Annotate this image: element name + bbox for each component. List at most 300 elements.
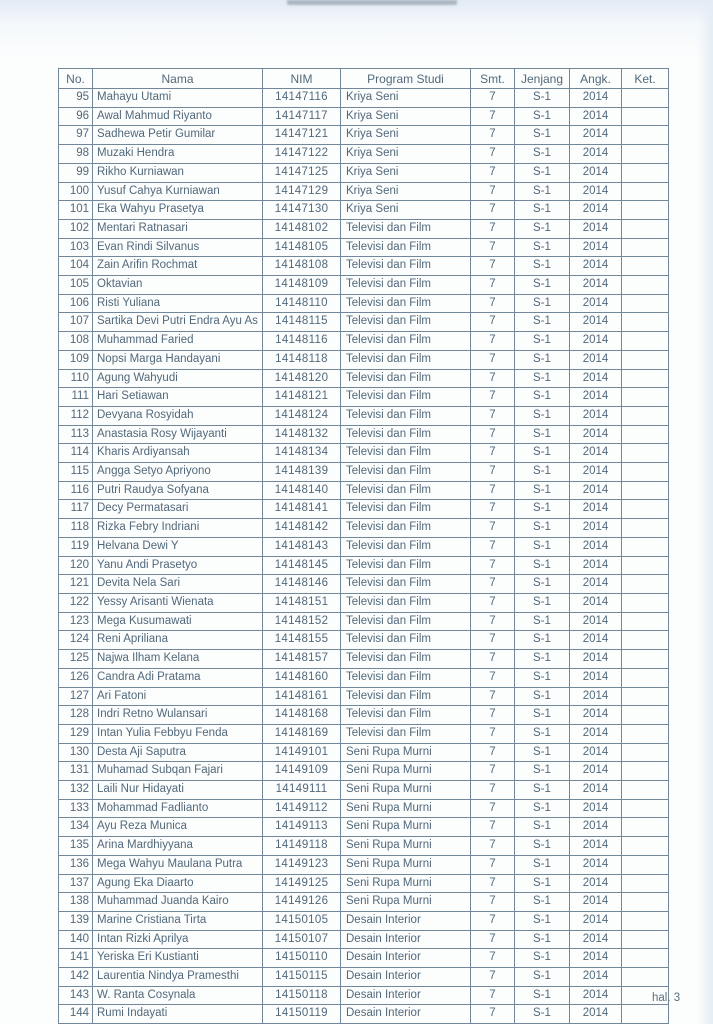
cell-jenjang: S-1 [515,593,570,612]
cell-program-studi: Kriya Seni [341,182,471,201]
cell-no: 123 [59,612,93,631]
table-row [59,463,669,482]
cell-smt: 7 [471,930,515,949]
table-row [59,89,669,108]
column-header-nim: NIM [263,69,341,89]
student-roster-table [58,68,669,1024]
table-row [59,781,669,800]
cell-no: 140 [59,930,93,949]
cell-ket [622,276,669,295]
cell-smt: 7 [471,145,515,164]
cell-nama: Risti Yuliana [93,294,263,313]
cell-smt: 7 [471,107,515,126]
cell-ket [622,425,669,444]
column-header-angk: Angk. [570,69,622,89]
cell-program-studi: Televisi dan Film [341,425,471,444]
cell-smt: 7 [471,276,515,295]
cell-nim: 14148118 [263,350,341,369]
cell-jenjang: S-1 [515,706,570,725]
cell-program-studi: Televisi dan Film [341,724,471,743]
cell-nim: 14148102 [263,219,341,238]
cell-ket [622,332,669,351]
cell-nim: 14149118 [263,837,341,856]
cell-angk: 2014 [570,444,622,463]
cell-angk: 2014 [570,986,622,1005]
cell-no: 119 [59,537,93,556]
cell-nim: 14148120 [263,369,341,388]
cell-nim: 14148151 [263,593,341,612]
cell-jenjang: S-1 [515,406,570,425]
table-row [59,332,669,351]
cell-ket [622,219,669,238]
cell-no: 120 [59,556,93,575]
cell-nim: 14150107 [263,930,341,949]
table-row [59,145,669,164]
cell-program-studi: Seni Rupa Murni [341,855,471,874]
cell-ket [622,238,669,257]
cell-program-studi: Televisi dan Film [341,406,471,425]
table-row [59,107,669,126]
cell-no: 102 [59,219,93,238]
cell-no: 122 [59,593,93,612]
cell-smt: 7 [471,612,515,631]
cell-jenjang: S-1 [515,949,570,968]
cell-nama: Ayu Reza Munica [93,818,263,837]
cell-smt: 7 [471,388,515,407]
table-row [59,949,669,968]
cell-jenjang: S-1 [515,968,570,987]
scan-artifact-bar [287,0,457,5]
table-row [59,687,669,706]
cell-jenjang: S-1 [515,575,570,594]
cell-program-studi: Desain Interior [341,949,471,968]
cell-nim: 14147116 [263,89,341,108]
cell-ket [622,650,669,669]
cell-angk: 2014 [570,219,622,238]
cell-ket [622,145,669,164]
cell-program-studi: Desain Interior [341,930,471,949]
cell-smt: 7 [471,519,515,538]
cell-nama: Reni Apriliana [93,631,263,650]
cell-no: 135 [59,837,93,856]
table-row [59,219,669,238]
cell-smt: 7 [471,743,515,762]
cell-angk: 2014 [570,687,622,706]
table-row [59,799,669,818]
cell-nim: 14148161 [263,687,341,706]
cell-nama: Evan Rindi Silvanus [93,238,263,257]
cell-nama: Intan Yulia Febbyu Fenda [93,724,263,743]
cell-nim: 14150110 [263,949,341,968]
cell-jenjang: S-1 [515,519,570,538]
cell-smt: 7 [471,444,515,463]
cell-nim: 14148108 [263,257,341,276]
column-header-ket: Ket. [622,69,669,89]
cell-nama: Decy Permatasari [93,500,263,519]
cell-ket [622,762,669,781]
cell-ket [622,949,669,968]
table-row [59,519,669,538]
column-header-jenjang: Jenjang [515,69,570,89]
cell-angk: 2014 [570,949,622,968]
cell-no: 133 [59,799,93,818]
cell-nim: 14148110 [263,294,341,313]
cell-ket [622,500,669,519]
cell-no: 125 [59,650,93,669]
cell-angk: 2014 [570,350,622,369]
cell-angk: 2014 [570,799,622,818]
cell-angk: 2014 [570,706,622,725]
table-row [59,163,669,182]
cell-nama: Mahayu Utami [93,89,263,108]
cell-nama: Eka Wahyu Prasetya [93,201,263,220]
cell-smt: 7 [471,911,515,930]
cell-nim: 14148140 [263,481,341,500]
cell-smt: 7 [471,350,515,369]
cell-smt: 7 [471,968,515,987]
cell-smt: 7 [471,893,515,912]
cell-nama: Intan Rizki Aprilya [93,930,263,949]
cell-no: 141 [59,949,93,968]
table-row [59,201,669,220]
table-row [59,500,669,519]
cell-program-studi: Televisi dan Film [341,519,471,538]
cell-jenjang: S-1 [515,537,570,556]
cell-no: 136 [59,855,93,874]
cell-no: 144 [59,1005,93,1024]
table-body [59,89,669,1024]
table-row [59,182,669,201]
cell-nama: Laurentia Nindya Pramesthi [93,968,263,987]
cell-jenjang: S-1 [515,724,570,743]
cell-jenjang: S-1 [515,145,570,164]
cell-nim: 14149125 [263,874,341,893]
cell-jenjang: S-1 [515,612,570,631]
cell-nama: Awal Mahmud Riyanto [93,107,263,126]
cell-ket [622,911,669,930]
cell-smt: 7 [471,687,515,706]
cell-program-studi: Seni Rupa Murni [341,781,471,800]
cell-smt: 7 [471,500,515,519]
cell-angk: 2014 [570,481,622,500]
table-row [59,743,669,762]
cell-program-studi: Televisi dan Film [341,294,471,313]
table-row [59,425,669,444]
table-row [59,257,669,276]
cell-no: 110 [59,369,93,388]
cell-ket [622,257,669,276]
table-row [59,238,669,257]
cell-angk: 2014 [570,874,622,893]
cell-no: 139 [59,911,93,930]
cell-nim: 14149111 [263,781,341,800]
cell-nama: Muzaki Hendra [93,145,263,164]
cell-ket [622,201,669,220]
cell-nama: Candra Adi Pratama [93,668,263,687]
table-row [59,612,669,631]
cell-ket [622,1005,669,1024]
cell-ket [622,388,669,407]
cell-program-studi: Televisi dan Film [341,238,471,257]
table-row [59,1005,669,1024]
cell-angk: 2014 [570,930,622,949]
cell-program-studi: Kriya Seni [341,201,471,220]
cell-ket [622,631,669,650]
cell-angk: 2014 [570,612,622,631]
cell-smt: 7 [471,313,515,332]
cell-ket [622,593,669,612]
cell-no: 100 [59,182,93,201]
cell-jenjang: S-1 [515,743,570,762]
cell-no: 127 [59,687,93,706]
cell-nama: Rumi Indayati [93,1005,263,1024]
table-row [59,593,669,612]
cell-nama: Muhamad Subqan Fajari [93,762,263,781]
cell-nim: 14150119 [263,1005,341,1024]
cell-smt: 7 [471,799,515,818]
cell-jenjang: S-1 [515,986,570,1005]
cell-program-studi: Televisi dan Film [341,650,471,669]
cell-nama: Indri Retno Wulansari [93,706,263,725]
cell-no: 137 [59,874,93,893]
cell-smt: 7 [471,163,515,182]
cell-angk: 2014 [570,537,622,556]
cell-program-studi: Televisi dan Film [341,500,471,519]
cell-nama: Yanu Andi Prasetyo [93,556,263,575]
cell-program-studi: Televisi dan Film [341,556,471,575]
cell-nim: 14148105 [263,238,341,257]
cell-ket [622,406,669,425]
cell-angk: 2014 [570,855,622,874]
table-row [59,276,669,295]
table-row [59,968,669,987]
cell-no: 112 [59,406,93,425]
scan-right-tint [697,0,713,1024]
cell-nim: 14148124 [263,406,341,425]
cell-program-studi: Televisi dan Film [341,668,471,687]
cell-jenjang: S-1 [515,89,570,108]
cell-angk: 2014 [570,406,622,425]
cell-ket [622,481,669,500]
cell-nim: 14148157 [263,650,341,669]
cell-angk: 2014 [570,201,622,220]
cell-nama: Anastasia Rosy Wijayanti [93,425,263,444]
cell-program-studi: Seni Rupa Murni [341,743,471,762]
cell-jenjang: S-1 [515,1005,570,1024]
header-row [59,69,669,89]
cell-ket [622,463,669,482]
cell-program-studi: Televisi dan Film [341,444,471,463]
cell-ket [622,799,669,818]
cell-angk: 2014 [570,519,622,538]
cell-no: 132 [59,781,93,800]
cell-ket [622,930,669,949]
cell-no: 126 [59,668,93,687]
cell-angk: 2014 [570,89,622,108]
cell-jenjang: S-1 [515,313,570,332]
cell-angk: 2014 [570,818,622,837]
cell-nim: 14150105 [263,911,341,930]
table-row [59,818,669,837]
cell-nama: Angga Setyo Apriyono [93,463,263,482]
cell-ket [622,126,669,145]
cell-jenjang: S-1 [515,762,570,781]
cell-nama: Hari Setiawan [93,388,263,407]
cell-program-studi: Televisi dan Film [341,276,471,295]
cell-nim: 14147121 [263,126,341,145]
cell-nama: Yeriska Eri Kustianti [93,949,263,968]
cell-smt: 7 [471,724,515,743]
cell-no: 105 [59,276,93,295]
cell-jenjang: S-1 [515,818,570,837]
cell-smt: 7 [471,463,515,482]
cell-program-studi: Televisi dan Film [341,593,471,612]
cell-nama: Rizka Febry Indriani [93,519,263,538]
cell-jenjang: S-1 [515,463,570,482]
table-row [59,294,669,313]
cell-nama: Mohammad Fadlianto [93,799,263,818]
cell-ket [622,818,669,837]
cell-program-studi: Televisi dan Film [341,219,471,238]
cell-nim: 14149112 [263,799,341,818]
cell-angk: 2014 [570,631,622,650]
column-header-program-studi: Program Studi [341,69,471,89]
cell-no: 116 [59,481,93,500]
cell-nim: 14149109 [263,762,341,781]
cell-jenjang: S-1 [515,126,570,145]
cell-ket [622,855,669,874]
table-row [59,575,669,594]
cell-ket [622,743,669,762]
cell-program-studi: Kriya Seni [341,107,471,126]
cell-program-studi: Televisi dan Film [341,388,471,407]
cell-smt: 7 [471,257,515,276]
cell-no: 101 [59,201,93,220]
cell-ket [622,724,669,743]
cell-ket [622,182,669,201]
cell-jenjang: S-1 [515,799,570,818]
table-row [59,537,669,556]
cell-ket [622,163,669,182]
cell-program-studi: Seni Rupa Murni [341,762,471,781]
table-row [59,406,669,425]
cell-nama: Muhammad Faried [93,332,263,351]
cell-no: 124 [59,631,93,650]
cell-no: 131 [59,762,93,781]
cell-jenjang: S-1 [515,874,570,893]
cell-jenjang: S-1 [515,911,570,930]
cell-smt: 7 [471,762,515,781]
cell-no: 128 [59,706,93,725]
table-row [59,650,669,669]
cell-nama: Kharis Ardiyansah [93,444,263,463]
cell-jenjang: S-1 [515,687,570,706]
cell-no: 114 [59,444,93,463]
cell-angk: 2014 [570,668,622,687]
cell-angk: 2014 [570,332,622,351]
cell-nama: Muhammad Juanda Kairo [93,893,263,912]
cell-smt: 7 [471,668,515,687]
table-row [59,350,669,369]
cell-smt: 7 [471,182,515,201]
cell-nama: Ari Fatoni [93,687,263,706]
table-row [59,631,669,650]
cell-no: 104 [59,257,93,276]
cell-nim: 14148146 [263,575,341,594]
cell-jenjang: S-1 [515,332,570,351]
cell-nama: Helvana Dewi Y [93,537,263,556]
cell-nim: 14149113 [263,818,341,837]
cell-nama: Agung Eka Diaarto [93,874,263,893]
cell-no: 103 [59,238,93,257]
cell-smt: 7 [471,986,515,1005]
cell-jenjang: S-1 [515,837,570,856]
scan-top-tint [0,0,713,58]
cell-program-studi: Kriya Seni [341,145,471,164]
cell-jenjang: S-1 [515,219,570,238]
cell-nim: 14148115 [263,313,341,332]
cell-nama: Yessy Arisanti Wienata [93,593,263,612]
table-row [59,911,669,930]
cell-jenjang: S-1 [515,182,570,201]
cell-angk: 2014 [570,369,622,388]
cell-jenjang: S-1 [515,855,570,874]
cell-nim: 14148160 [263,668,341,687]
table-row [59,893,669,912]
cell-ket [622,369,669,388]
cell-ket [622,837,669,856]
cell-smt: 7 [471,294,515,313]
cell-nama: W. Ranta Cosynala [93,986,263,1005]
cell-ket [622,668,669,687]
cell-no: 95 [59,89,93,108]
cell-nama: Laili Nur Hidayati [93,781,263,800]
cell-smt: 7 [471,874,515,893]
table-row [59,855,669,874]
cell-smt: 7 [471,631,515,650]
cell-program-studi: Televisi dan Film [341,612,471,631]
cell-no: 108 [59,332,93,351]
cell-program-studi: Televisi dan Film [341,481,471,500]
cell-nim: 14149123 [263,855,341,874]
cell-smt: 7 [471,481,515,500]
table-row [59,762,669,781]
cell-nama: Sartika Devi Putri Endra Ayu As [93,313,263,332]
cell-nama: Marine Cristiana Tirta [93,911,263,930]
cell-angk: 2014 [570,556,622,575]
cell-no: 106 [59,294,93,313]
cell-ket [622,537,669,556]
cell-angk: 2014 [570,163,622,182]
cell-nim: 14148134 [263,444,341,463]
table-row [59,313,669,332]
cell-nim: 14147129 [263,182,341,201]
cell-nama: Zain Arifin Rochmat [93,257,263,276]
cell-jenjang: S-1 [515,650,570,669]
cell-program-studi: Televisi dan Film [341,706,471,725]
cell-nim: 14148152 [263,612,341,631]
cell-jenjang: S-1 [515,257,570,276]
cell-ket [622,89,669,108]
cell-program-studi: Desain Interior [341,968,471,987]
cell-angk: 2014 [570,182,622,201]
cell-no: 107 [59,313,93,332]
table-row [59,369,669,388]
cell-program-studi: Televisi dan Film [341,575,471,594]
cell-angk: 2014 [570,911,622,930]
cell-nim: 14148139 [263,463,341,482]
cell-ket [622,781,669,800]
